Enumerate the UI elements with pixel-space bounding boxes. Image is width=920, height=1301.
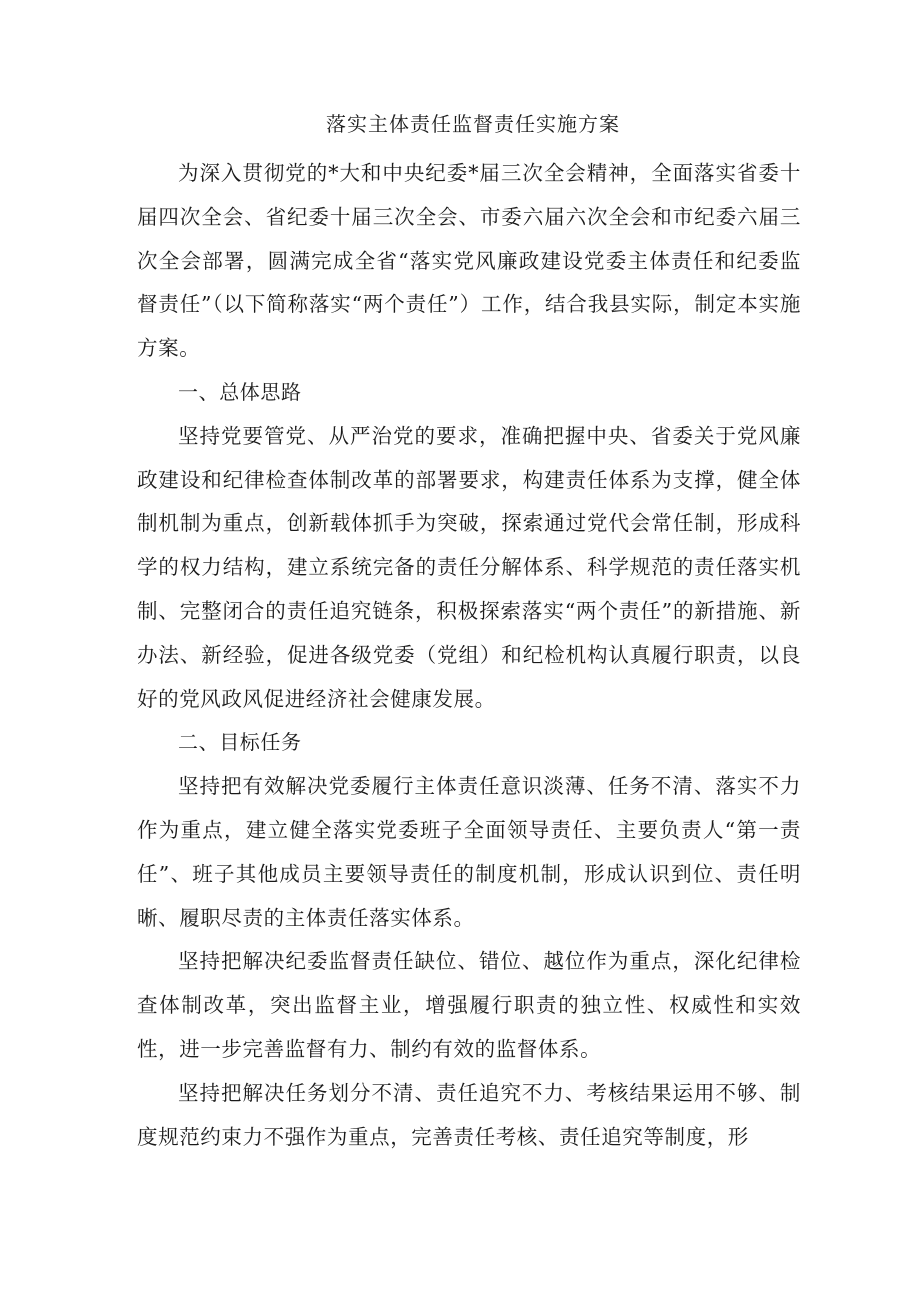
document-body [137,112,801,1159]
goals-paragraph-3: 坚持把解决任务划分不清、责任追究不力、考核结果运用不够、制度规范约束力不强作为重点，完善责任考核、责任追究等制度，形 [137,1080,801,1149]
goals-paragraph-1: 坚持把有效解决党委履行主体责任意识淡薄、任务不清、落实不力作为重点，建立健全落实党委班子全面领导责任、主要负责人“第一责任”、班子其他成员主要领导责任的制度机制，形成认识到位、责任明晰、履职尽责的主体责任落实体系。 [137,774,801,930]
goals-paragraph-2: 坚持把解决纪委监督责任缺位、错位、越位作为重点，深化纪律检查体制改革，突出监督主业，增强履行职责的独立性、权威性和实效性，进一步完善监督有力、制约有效的监督体系。 [137,949,801,1061]
section-heading-goals-tasks: 二、目标任务 [178,730,302,755]
overall-approach-paragraph: 坚持党要管党、从严治党的要求，准确把握中央、省委关于党风廉政建设和纪律检查体制改革的部署要求，构建责任体系为支撑，健全体制机制为重点，创新载体抓手为突破，探索通过党代会常任制，形成科学的权力结构，建立系统完备的责任分解体系、科学规范的责任落实机制、完整闭合的责任追究链条，积极探索落实“两个责任”的新措施、新办法、新经验，促进各级党委（党组）和纪检机构认真履行职责，以良好的党风政风促进经济社会健康发展。 [137,423,801,711]
document-title: 落实主体责任监督责任实施方案 [326,112,620,136]
intro-paragraph: 为深入贯彻党的*大和中央纪委*届三次全会精神，全面落实省委十届四次全会、省纪委十届三次全会、市委六届六次全会和市纪委六届三次全会部署，圆满完成全省“落实党风廉政建设党委主体责任和纪委监督责任”（以下简称落实“两个责任”）工作，结合我县实际，制定本实施方案。 [137,161,801,361]
section-heading-overall-approach: 一、总体思路 [178,379,302,404]
